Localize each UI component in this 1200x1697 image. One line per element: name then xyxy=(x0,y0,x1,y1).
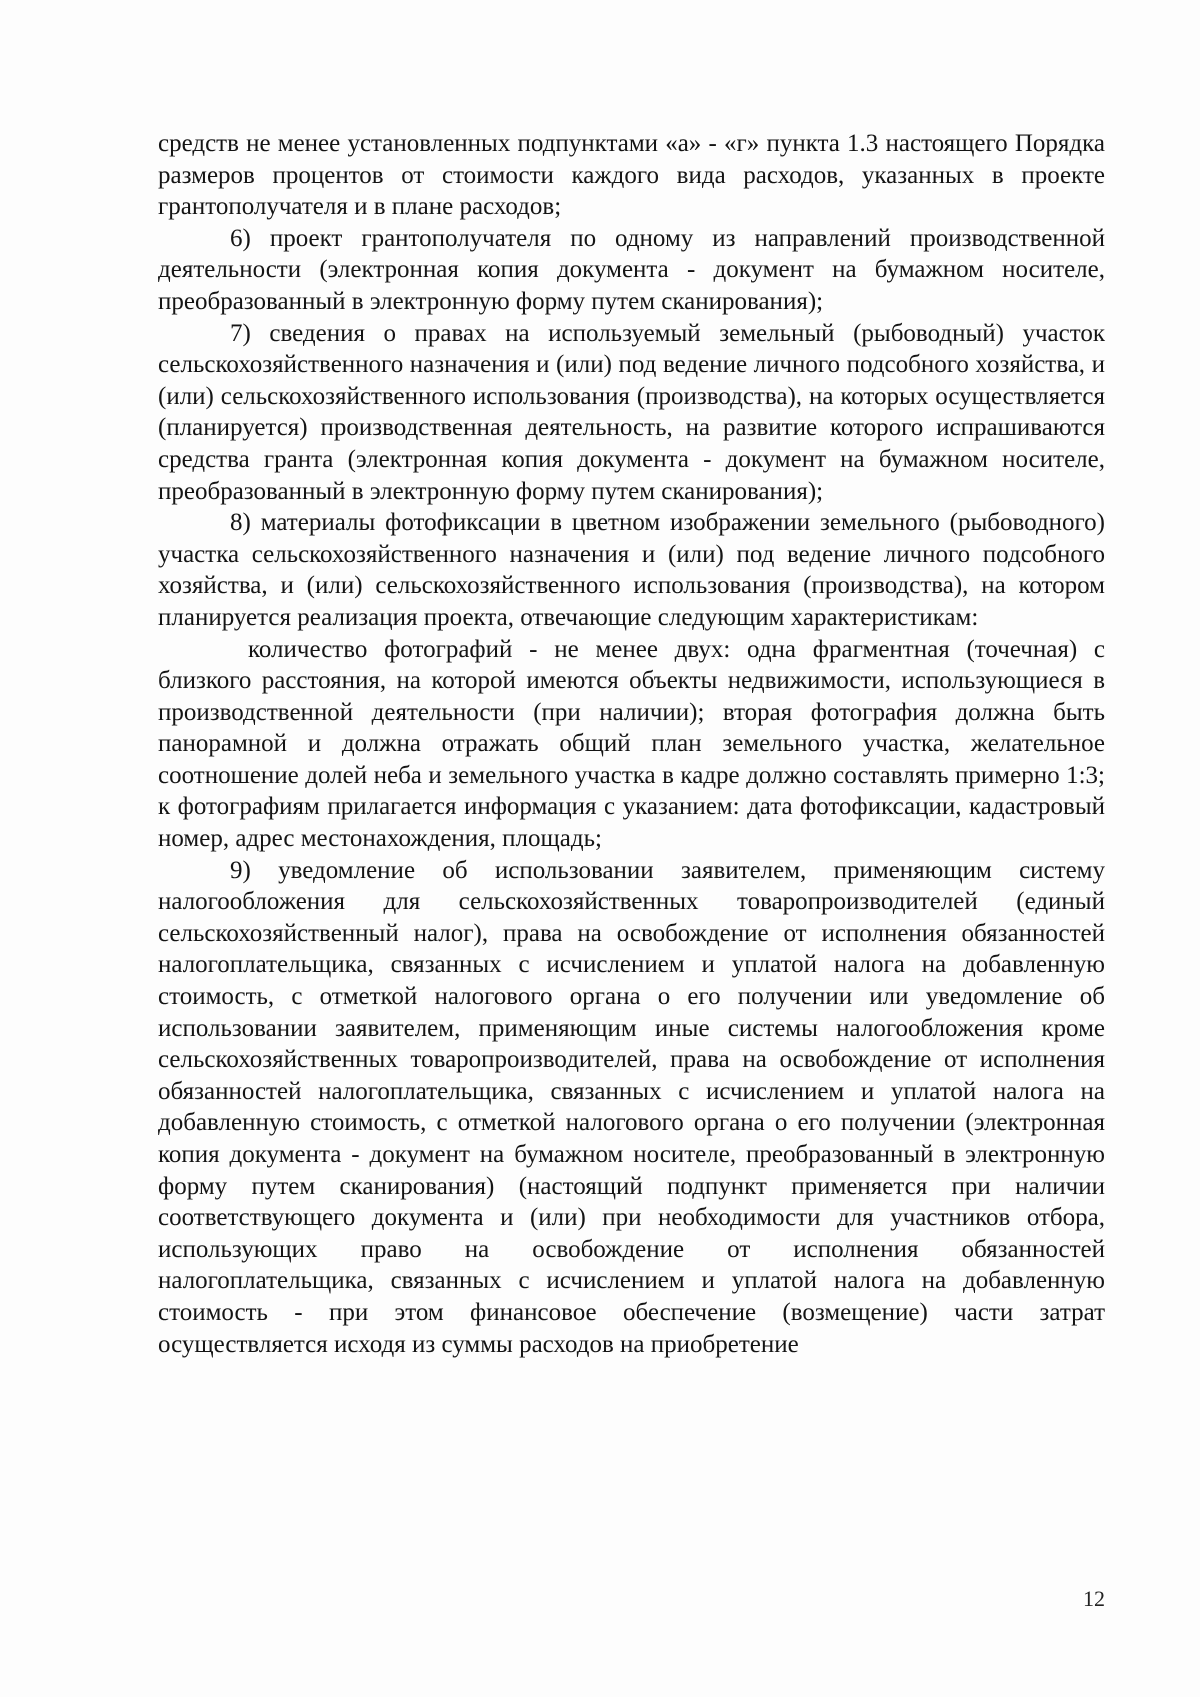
paragraph-item-9: 9) уведомление об использовании заявителем, применяющим систему налогообложения для сельскохозяйственных товаропроизводителей (единый сельскохозяйственный налог), права на освобождение от исполнения обязанностей налогоплательщика, связанных с исчислением и уплатой налога на добавленную стоимость, с отметкой налогового органа о его получении или уведомление об использовании заявителем, применяющим иные системы налогообложения кроме сельскохозяйственных товаропроизводителей, права на освобождение от исполнения обязанностей налогоплательщика, связанных с исчислением и уплатой налога на добавленную стоимость, с отметкой налогового органа о его получении (электронная копия документа - документ на бумажном носителе, преобразованный в электронную форму путем сканирования) (настоящий подпункт применяется при наличии соответствующего документа и (или) при необходимости для участников отбора, использующих право на освобождение от исполнения обязанностей налогоплательщика, связанных с исчислением и уплатой налога на добавленную стоимость - при этом финансовое обеспечение (возмещение) части затрат осуществляется исходя из суммы расходов на приобретение xyxy=(158,856,1105,1358)
paragraph-photo-requirements: количество фотографий - не менее двух: одна фрагментная (точечная) с близкого расстояния, на которой имеются объекты недвижимости, использующиеся в производственной деятельности (при наличии); вторая фотография должна быть панорамной и должна отражать общий план земельного участка, желательное соотношение долей неба и земельного участка в кадре должно составлять примерно 1:3; к фотографиям прилагается информация с указанием: дата фотофиксации, кадастровый номер, адрес местонахождения, площадь; xyxy=(158,635,1105,853)
paragraph-item-8: 8) материалы фотофиксации в цветном изображении земельного (рыбоводного) участка сельскохозяйственного назначения и (или) под ведение личного подсобного хозяйства, и (или) сельскохозяйственного использования (производства), на котором планируется реализация проекта, отвечающие следующим характеристикам: xyxy=(158,509,1105,631)
paragraph-continuation: средств не менее установленных подпунктами «а» - «г» пункта 1.3 настоящего Порядка размеров процентов от стоимости каждого вида расходов, указанных в проекте грантополучателя и в плане расходов; xyxy=(158,130,1105,221)
paragraph-item-6: 6) проект грантополучателя по одному из направлений производственной деятельности (электронная копия документа - документ на бумажном носителе, преобразованный в электронную форму путем сканирования); xyxy=(158,224,1105,315)
page-number: 12 xyxy=(1083,1586,1105,1611)
paragraph-item-7: 7) сведения о правах на используемый земельный (рыбоводный) участок сельскохозяйственного назначения и (или) под ведение личного подсобного хозяйства, и (или) сельскохозяйственного использования (производства), на которых осуществляется (планируется) производственная деятельность, на развитие которого испрашиваются средства гранта (электронная копия документа - документ на бумажном носителе, преобразованный в электронную форму путем сканирования); xyxy=(158,319,1105,505)
document-body xyxy=(158,128,1105,1360)
